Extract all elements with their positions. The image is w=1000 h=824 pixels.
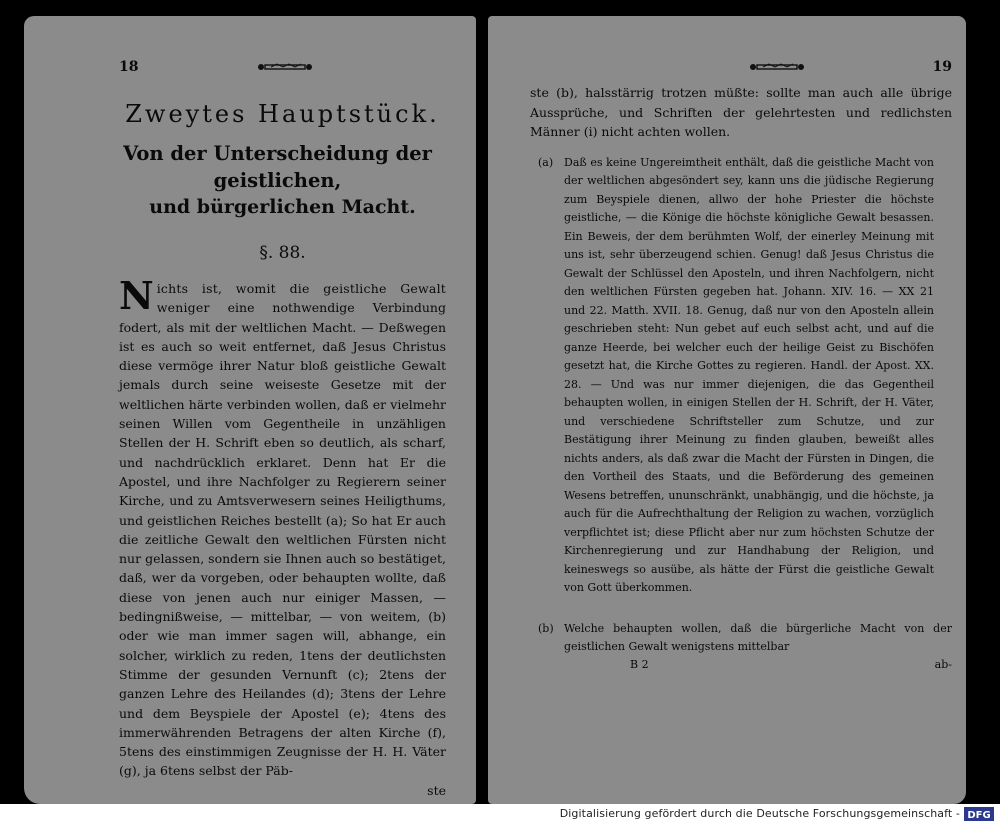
first-line: ichts ist, womit die geistliche Gewalt weniger [156,281,446,316]
ornament-icon [749,61,805,73]
footnote-a [530,154,952,598]
left-body-text [119,273,446,781]
dfg-logo-text: DFG [967,810,991,821]
footnote-text: Welche behaupten wollen, daß die bürgerliche Macht von der geistlichen Gewalt wenigstens mittelbar [564,621,952,653]
paragraph-number: §. 88. [259,243,306,263]
footnote-label: (b) [538,621,554,635]
body-paragraph: eine nothwendige Verbindung fodert, als mit der weltlichen Macht. — Deßwegen ist es auch so weit entfernet, daß Jesus Christus diese vermöge ihrer Natur bloß geistliche Gewalt jemals durch seine weiseste Gesetze mit der weltlichen härte verbinden wollen, daß er vielmehr seinen Willen vom Gegentheile in unzähligen Stellen der H. Schrift eben so deutlich, als scharf, und nachdrücklich erklaret. Denn hat Er die Apostel, und ihre Nachfolger zu Regierern seiner Kirche, und zu Amtsverwesern seines Heiligthums, und geistlichen Reiches bestellt (a); So hat Er auch die zeitliche Gewalt den weltlichen Fürsten nicht nur gelassen, sondern sie Ihnen auch so bestätiget, daß, wer da vorgeben, oder behaupten wollte, daß diese von jenen auch nur einiger Massen, — bedingnißweise, — mittelbar, — von weitem, (b) oder wie man immer sagen will, abhange, ein solcher, wirklich zu reden, 1tens der deutlichsten Stimme der gesunden Vernunft (c); 2tens der ganzen Lehre des Heilandes (d); 3tens der Lehre und dem Beyspiele der Apostel (e); 4tens des immerwährenden Betragens der alten Kirche (f), 5tens des einstimmigen Zeugnisse der H. H. Väter (g), ja 6tens selbst der Päb- [119,300,446,779]
chapter-title: Zweytes Hauptstück. [125,100,440,128]
page-number: 19 [932,59,952,75]
footnote-b [530,620,952,657]
page-header [119,56,446,78]
page-number: 18 [119,59,139,75]
footer-strip [0,804,1000,824]
funding-notice: Digitalisierung gefördert durch die Deutsche Forschungsgemeinschaft - [559,807,960,820]
right-body-text: ste (b), halsstärrig trotzen müßte: sollte man auch alle übrige Aussprüche, und Schriften der gelehrtesten und redlichsten Männer (i) nicht achten wollen. [530,85,952,139]
section-subtitle: und bürgerlichen Macht. [149,196,416,218]
catchword: ab- [934,657,952,671]
page-header [522,56,952,78]
signature-mark: B 2 [630,657,649,671]
right-page [488,16,966,804]
catchword: ste [427,782,446,798]
footnote-label: (a) [538,155,554,169]
section-title: Von der Unterscheidung der geistlichen, [123,142,432,192]
footnote-text: Daß es keine Ungereimtheit enthält, daß die geistliche Macht von der weltlichen abgesöndert sey, kann uns die jüdische Regierung zum Beyspiele dienen, allwo der hohe Priester die höchste geistliche, — die Könige die höchste königliche Gewalt besassen. Ein Beweis, der dem berühmten Wolf, der einerley Meinung mit uns ist, sehr überzeugend schien. Genug! daß Jesus Christus die Gewalt der Schlüssel den Aposteln, und ihren Nachfolgern, nicht den weltlichen Fürsten gegeben hat. Johann. XIV. 16. — XX 21 und 22. Matth. XVII. 18. Genug, daß nur von den Aposteln allein geschrieben steht: Nun gebet auf euch selbst acht, und auf die ganze Heerde, bei welcher euch der heilige Geist zu Bischöfen gesetzt hat, die Kirche Gottes zu regieren. Handl. der Apost. XX. 28. — Und was nur immer diejenigen, die das Gegentheil behaupten wollen, in einigen Stellen der H. Schrift, der H. Väter, und verschiedene Schriftsteller zum Schutze, und zur Bestätigung ihrer Meinung zu finden glauben, beweißt alles nichts anders, als daß zwar die Macht der Fürsten in Dingen, die den Vortheil des Staats, und die Beförderung des gemeinen Wesens betreffen, ununschränkt, unabhängig, und die höchste, ja auch für die Aufrechthaltung der Religion zu wachen, vorzüglich verpflichtet ist; diese Pflicht aber nur zum höchsten Schutze der Kirchenregierung und zur Handhabung der Religion, und keineswegs so ausübe, als hätte der Fürst die geistliche Gewalt von Gott überkommen. [564,155,934,594]
ornament-icon [257,61,313,73]
drop-cap: N [119,273,154,318]
dfg-logo-icon [964,807,994,821]
left-page [24,16,476,804]
page-footer [530,657,952,673]
